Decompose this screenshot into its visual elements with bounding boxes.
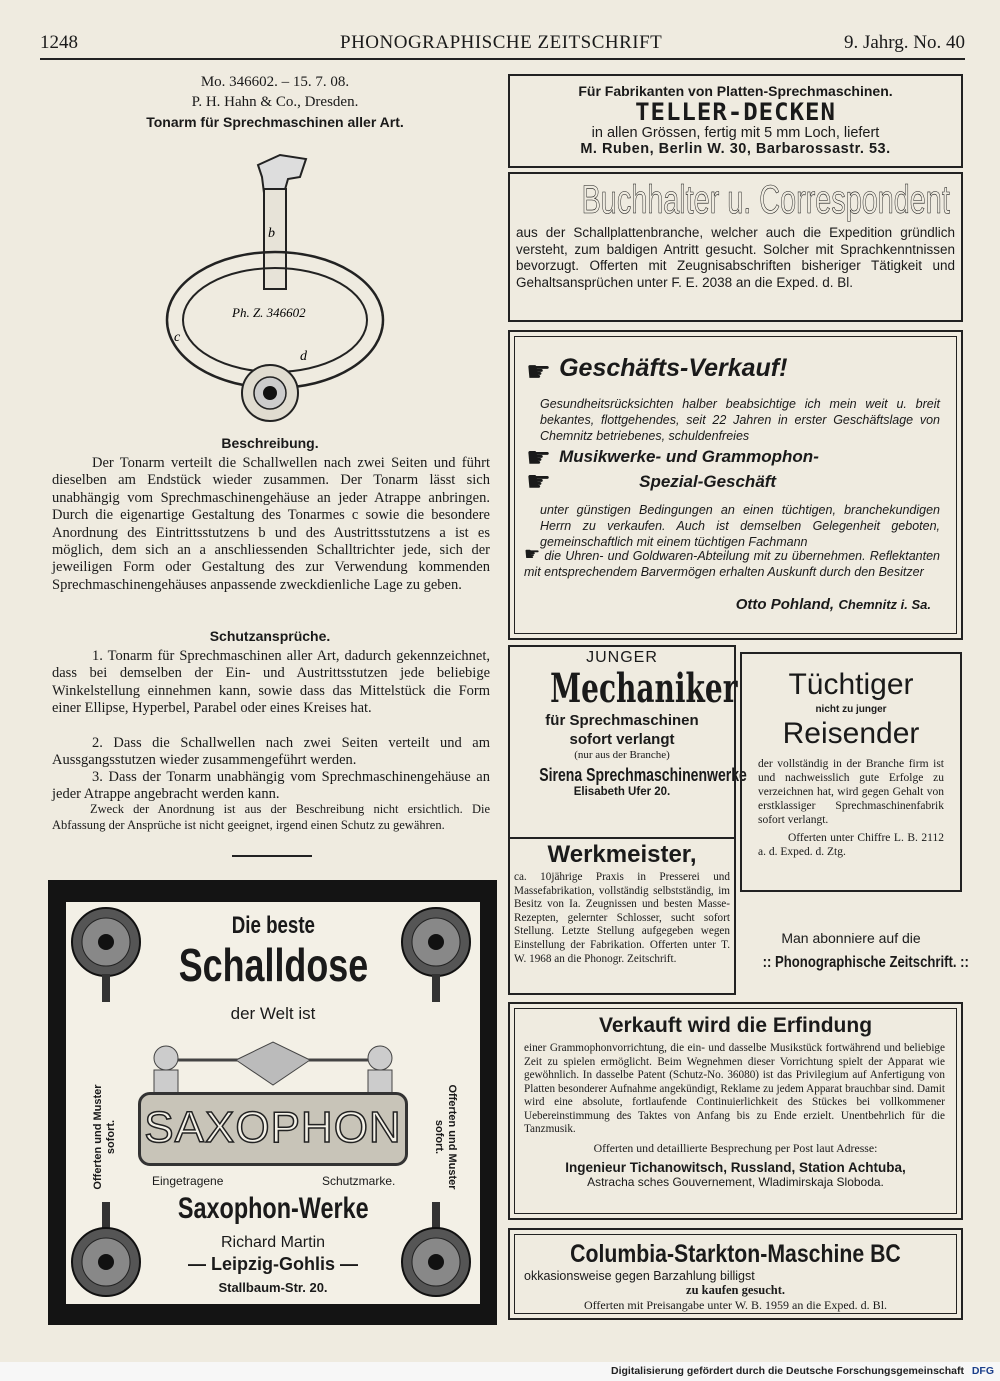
journal-title: PHONOGRAPHISCHE ZEITSCHRIFT: [340, 32, 663, 53]
geschaeft-text2: unter günstigen Bedingungen an einen tüchtigen, branchekundigen Herrn zu verkaufen. Auch ist demselben Gelegenheit geboten, gemeinschaftlich mit einem tüchtigen Fachmann: [540, 503, 940, 549]
mechaniker-line3: für Sprechmaschinen: [545, 712, 699, 729]
patent-note: Zweck der Anordnung ist aus der Beschreibung nicht ersichtlich. Die Abfassung der Ansprüche ist nicht geeignet, irgend einen Schutz zu gewähren.: [52, 802, 490, 832]
patent-company: P. H. Hahn & Co., Dresden.: [191, 94, 359, 110]
erfindung-text: einer Grammophonvorrichtung, die ein- und dasselbe Musikstück fortwährend und beliebige Zeit zu spielen ermöglicht. Beim Wegnehmen dieser Vorrichtung spielt der Apparat wie gewöhnlich. In dasselbe Patent (Schutz-No. 36080) ist das Privilegium auf Anfertigung von Platten besonderer Aufnahme angekündigt, Reklame zu jedem Apparat brauchbar sind. Damit wird eine absolute, fortlaufende Continuierlichkeit des Stückes bei vollkommener Uebereinstimmung des Taktes von Anfang bis zu Ende erzielt. Unentbehrlich für die Tanzmusik.: [524, 1042, 945, 1135]
teller-line3: in allen Grössen, fertig mit 5 mm Loch, liefert: [591, 125, 880, 141]
mechaniker-divider: [510, 837, 734, 839]
abonnement-line2: :: Phonographische Zeitschrift. ::: [762, 954, 969, 971]
geschaeft-text3-row: [524, 546, 940, 580]
abonnement: [740, 930, 969, 972]
figure-label-d: d: [300, 349, 307, 364]
reg-right: Schutzmarke.: [322, 1174, 396, 1188]
teller-line2: TELLER-DECKEN: [635, 98, 836, 126]
claim-2: 2. Dass die Schallwellen nach zwei Seiten verteilt und am Aussgangsstutzen wieder zusammengeführt werden.: [52, 735, 490, 769]
mechaniker-line7: Elisabeth Ufer 20.: [573, 786, 671, 798]
footer-bar: [0, 1362, 1000, 1381]
erfindung-title: Verkauft wird die Erfindung: [598, 1014, 873, 1037]
ad-teller-decken: [508, 74, 963, 168]
issue-info: 9. Jahrg. No. 40: [843, 32, 965, 53]
buchhalter-title: Buchhalter u. Correspondent: [581, 178, 950, 222]
reisender-offer: Offerten unter Chiffre L. B. 2112 a. d. Exped. d. Ztg.: [758, 832, 944, 858]
reisender-line3: Reisender: [782, 717, 920, 750]
reisender-line1: Tüchtiger: [788, 668, 914, 701]
reg-left: Eingetragene: [152, 1174, 224, 1188]
werkmeister-text: ca. 10jährige Praxis in Presserei und Massefabrikation, vollständig selbstständig, im Besitz von Ia. Zeugnissen und besten Masse-Rezepten, gelernter Schlosser, sucht sofort Stellung. Letzte Stellung aufgegeben wegen Einstellung der Fabrikation. Offerten unter T. W. 1968 an die Phonogr. Zeitschrift.: [514, 871, 730, 965]
geschaeft-title2b: Spezial-Geschäft: [639, 471, 777, 491]
claims-heading: Schutzansprüche.: [209, 628, 331, 644]
geschaeft-title: Geschäfts-Verkauf!: [559, 354, 788, 382]
abonnement-line2-wrap: [740, 954, 969, 972]
mechaniker-line4: sofort verlangt: [569, 731, 675, 748]
description-heading: Beschreibung.: [221, 435, 319, 451]
description-text: Der Tonarm verteilt die Schallwellen nach zwei Seiten und führt dieselben am Endstück wieder zusammen. Der Tonarm lässt sich unabhängig vom Sprechmaschinengehäuse an jeder Atrappe anbringen. Durch die eigenartige Gestaltung des Tonarmes c sowie die besondere Anordnung des Eintrittsstutzens b und des Austrittsstutzens a ist es möglich, dem sich an a anschliessenden Schalltrichter jede, sich der jeweiligen Form oder Gestaltung des zur Verwendung kommenden Sprechmaschinengehäuses anpassende zweckdienliche Lage zu geben.: [52, 455, 490, 593]
columbia-title: Columbia-Starkton-Maschine BC: [570, 1240, 901, 1268]
teller-line4: M. Ruben, Berlin W. 30, Barbarossastr. 53.: [580, 141, 891, 157]
saxophon-city: — Leipzig-Gohlis —: [188, 1254, 358, 1274]
mechaniker-line2-wrap: [510, 665, 738, 712]
ad-buchhalter: [508, 172, 963, 322]
werkmeister-title: Werkmeister,: [547, 841, 697, 868]
mechaniker-line1: JUNGER: [586, 649, 658, 666]
ad-columbia: [508, 1228, 963, 1320]
page-number: 1248: [40, 32, 78, 53]
side-text-left: Offerten und Muster sofort.: [92, 1084, 117, 1190]
geschaeft-text3: die Uhren- und Goldwaren-Abteilung mit zu übernehmen. Reflektanten mit entsprechendem Barvermögen erhalten Auskunft durch den Besitzer: [524, 549, 940, 579]
geschaeft-sign-name: Otto Pohland,: [735, 596, 835, 613]
dfg-logo: DFG: [971, 1365, 994, 1377]
mechaniker-line2: Mechaniker: [550, 665, 738, 712]
ad-erfindung: [508, 1002, 963, 1220]
geschaeft-title-row: [526, 354, 946, 389]
saxophon-inner: [66, 902, 480, 1304]
reisender-line2: nicht zu junger: [815, 704, 887, 715]
claim-3: 3. Dass der Tonarm unabhängig vom Sprechmaschinengehäuse an jeder Atrappe angebracht werden kann.: [52, 769, 490, 803]
saxophon-owner: Richard Martin: [220, 1234, 326, 1251]
erfindung-addr2: Astracha sches Gouvernement, Wladimirskaja Sloboda.: [587, 1174, 884, 1189]
pointing-hand-icon-3: ☛: [526, 466, 552, 498]
reisender-text: der vollständig in der Branche firm ist und nachweisslich gute Erfolge zu verzeichnen hat, wird gegen Gehalt von erstklassiger Sprechmaschinenfabrik sofort verlangt.: [758, 758, 944, 826]
ad-reisender: [740, 652, 962, 892]
side-text-right: Offerten und Muster sofort.: [433, 1084, 458, 1190]
abonnement-line1: Man abonniere auf die: [781, 930, 921, 946]
geschaeft-sign-city: Chemnitz i. Sa.: [838, 597, 931, 612]
columbia-line1: okkasionsweise gegen Barzahlung billigst: [524, 1269, 755, 1283]
erfindung-addr1: Ingenieur Tichanowitsch, Russland, Station Achtuba,: [565, 1159, 906, 1175]
geschaeft-title2a: Musikwerke- und Grammophon-: [559, 447, 819, 466]
geschaeft-text1: Gesundheitsrücksichten halber beabsichtige ich mein weit u. breit bekantes, flottgehendes, seit 22 Jahren in erster Geschäftslage von Chemnitz betriebenes, schuldenfreies: [540, 397, 940, 443]
claim-1: 1. Tonarm für Sprechmaschinen aller Art, dadurch gekennzeichnet, dass bei demselben der Ein- und Austrittsstutzen jede beliebige Winkelstellung einnehmen kann, sowie dass das Mittelstück die Form einer Ellipse, Hyperbel, Parabel oder eines Kreises hat.: [52, 648, 490, 717]
pointing-hand-icon-4: ☛: [524, 544, 541, 564]
saxophon-company: Saxophon-Werke: [177, 1192, 369, 1225]
geschaeft-signature: [736, 596, 931, 614]
mechaniker-line6: Sirena Sprechmaschinenwerke: [539, 765, 747, 785]
buchhalter-text: aus der Schallplattenbranche, welcher auch die Expedition gründlich versteht, zum baldigen Antritt gesucht. Solcher mit Sprachkenntnissen bevorzugt. Offerten mit Zeugnisabschriften bisheriger Tätigkeit und Gehaltsansprüchen unter F. E. 2038 an die Exped. d. Bl.: [516, 225, 955, 290]
saxophon-brand: SAXOPHON: [144, 1103, 402, 1152]
patent-number: Mo. 346602. – 15. 7. 08.: [200, 74, 350, 90]
geschaeft-title2-row: [526, 441, 946, 498]
ad-saxophon: [48, 880, 497, 1325]
erfindung-offer: Offerten und detaillierte Besprechung per Post laut Adresse:: [593, 1140, 878, 1155]
erfindung-inner-frame: [514, 1008, 957, 1214]
columbia-line2: zu kaufen gesucht.: [686, 1283, 785, 1297]
figure-label: Ph. Z. 346602: [232, 305, 306, 320]
page-header: [40, 30, 965, 60]
columbia-title-wrap: [510, 1240, 961, 1269]
cherubs-figure: [136, 1030, 410, 1100]
saxophon-street: Stallbaum-Str. 20.: [218, 1280, 328, 1295]
figure-label-b: b: [268, 226, 275, 241]
tonarm-figure: [160, 145, 420, 425]
ad-geschaefts-verkauf: [508, 330, 963, 640]
pointing-hand-icon-2: ☛: [526, 441, 552, 473]
pointing-hand-icon: ☛: [526, 357, 552, 389]
patent-title: Tonarm für Sprechmaschinen aller Art.: [146, 114, 404, 130]
saxophon-brand-plate: [138, 1092, 408, 1166]
saxophon-line3: der Welt ist: [230, 1004, 316, 1023]
teller-line1: Für Fabrikanten von Platten-Sprechmaschinen.: [578, 83, 893, 99]
ad-mechaniker: [508, 645, 747, 995]
mechaniker-line5: (nur aus der Branche): [574, 749, 670, 761]
buchhalter-title-wrap: [510, 178, 961, 223]
columbia-line3: Offerten mit Preisangabe unter W. B. 1959 an die Exped. d. Bl.: [583, 1298, 888, 1312]
saxophon-line1: Die beste: [231, 912, 315, 939]
patent-header: [60, 72, 490, 132]
saxophon-line2: Schalldose: [178, 939, 368, 991]
footer-credit: Digitalisierung gefördert durch die Deutsche Forschungsgemeinschaft: [611, 1365, 964, 1377]
mechaniker-line6-wrap: [510, 765, 747, 786]
figure-label-c: c: [174, 330, 181, 345]
patent-divider: [232, 855, 312, 857]
